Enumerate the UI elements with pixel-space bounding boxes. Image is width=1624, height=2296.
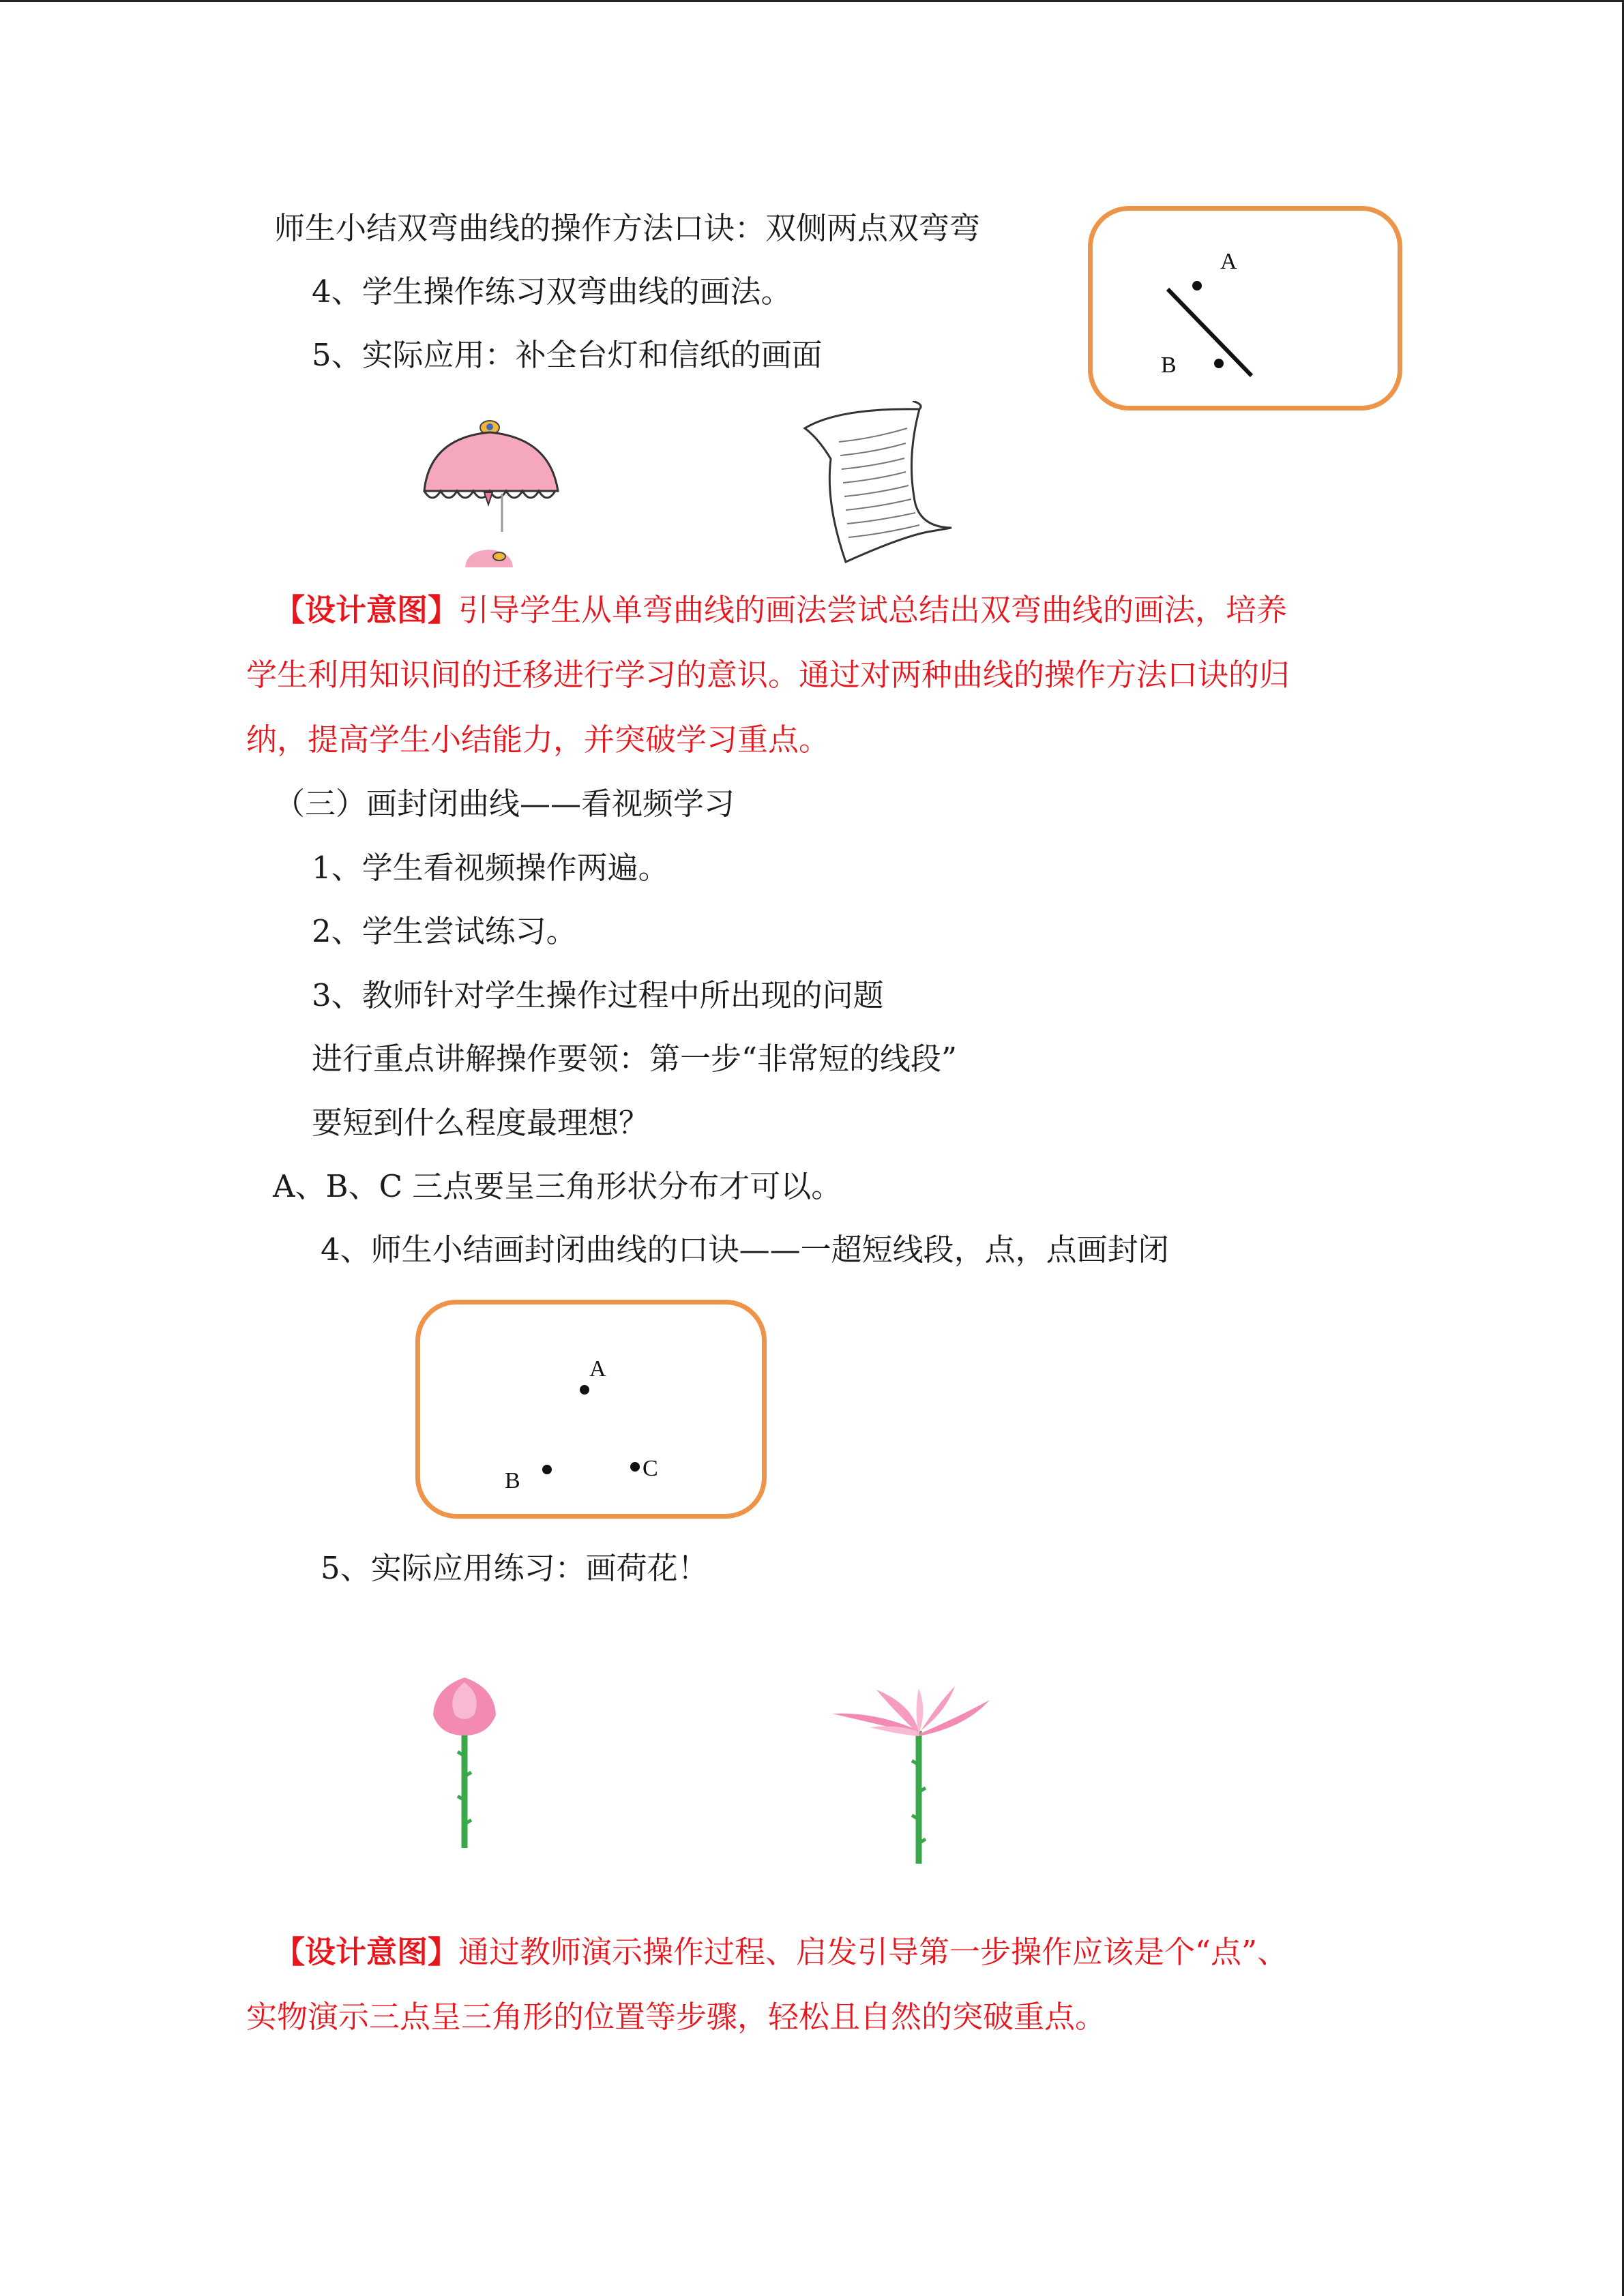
point-a-dot bbox=[580, 1385, 589, 1395]
lamp-illustration bbox=[416, 417, 566, 574]
design-intent-1-line2: 学生利用知识间的迁移进行学习的意识。通过对两种曲线的操作方法口诀的归 bbox=[246, 657, 1290, 693]
list-item: 进行重点讲解操作要领：第一步“非常短的线段” bbox=[312, 1041, 958, 1077]
design-intent-1-line3: 纳，提高学生小结能力，并突破学习重点。 bbox=[246, 721, 830, 758]
closed-curve-summary: 4、师生小结画封闭曲线的口诀——一超短线段，点，点画封闭 bbox=[321, 1232, 1169, 1268]
lotus-practice-line: 5、实际应用练习：画荷花！ bbox=[321, 1550, 709, 1586]
page-border-top bbox=[0, 0, 1624, 2]
section-heading: （三）画封闭曲线——看视频学习 bbox=[274, 786, 735, 822]
point-b-label: B bbox=[505, 1468, 520, 1490]
lotus-bloom-illustration bbox=[829, 1683, 992, 1867]
point-b-label: B bbox=[1161, 353, 1177, 378]
closed-curve-figure bbox=[415, 1300, 767, 1519]
point-c-dot bbox=[630, 1462, 640, 1472]
application-line: 5、实际应用：补全台灯和信纸的画面 bbox=[312, 337, 823, 373]
point-c-label: C bbox=[643, 1456, 658, 1481]
list-item: 2、学生尝试练习。 bbox=[312, 913, 577, 949]
practice-line: 4、学生操作练习双弯曲线的画法。 bbox=[312, 273, 792, 310]
lotus-bud-illustration bbox=[419, 1667, 508, 1851]
slanted-line bbox=[1093, 211, 1398, 406]
design-intent-1-text1: 引导学生从单弯曲线的画法尝试总结出双弯曲线的画法，培养 bbox=[458, 592, 1288, 628]
abc-note: A、B、C 三点要呈三角形状分布才可以。 bbox=[273, 1168, 842, 1204]
double-curve-figure bbox=[1088, 206, 1402, 411]
design-intent-2-line2: 实物演示三点呈三角形的位置等步骤，轻松且自然的突破重点。 bbox=[246, 1999, 1106, 2035]
point-b-dot bbox=[542, 1465, 552, 1474]
point-a-label: A bbox=[1220, 249, 1237, 274]
design-intent-2-text1: 通过教师演示操作过程、启发引导第一步操作应该是个“点”、 bbox=[458, 1934, 1288, 1970]
list-item: 3、教师针对学生操作过程中所出现的问题 bbox=[312, 977, 884, 1013]
summary-line: 师生小结双弯曲线的操作方法口诀：双侧两点双弯弯 bbox=[274, 210, 981, 246]
design-intent-2-line1 bbox=[274, 1920, 1288, 1984]
list-item: 要短到什么程度最理想？ bbox=[312, 1105, 650, 1141]
design-intent-label: 【设计意图】 bbox=[274, 592, 459, 628]
design-intent-label: 【设计意图】 bbox=[274, 1934, 459, 1970]
point-a-label: A bbox=[589, 1356, 606, 1382]
letter-paper-illustration bbox=[798, 401, 955, 568]
list-item: 1、学生看视频操作两遍。 bbox=[312, 850, 669, 886]
design-intent-1-line1 bbox=[274, 578, 1287, 642]
